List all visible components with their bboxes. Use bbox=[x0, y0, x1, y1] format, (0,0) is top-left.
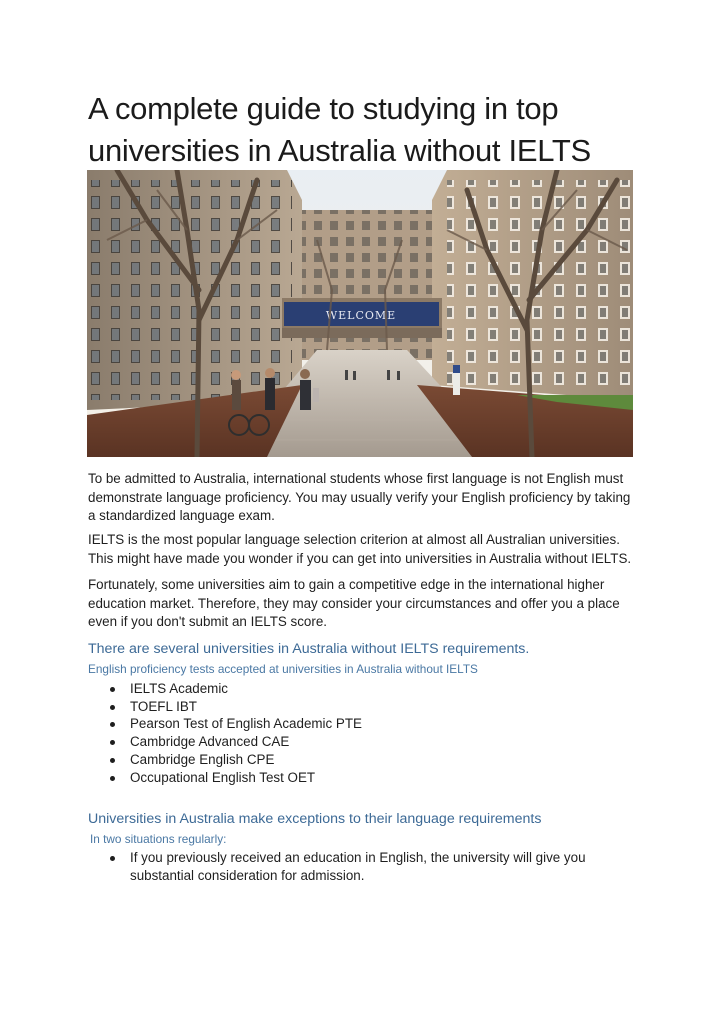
list-item bbox=[108, 698, 628, 716]
list-item bbox=[108, 733, 628, 751]
list-item-text: Cambridge Advanced CAE bbox=[130, 734, 290, 750]
welcome-banner-text: WELCOME bbox=[325, 309, 397, 322]
list-item-text: If you previously received an education in English, the university will give you substantial consideration for admission. bbox=[130, 850, 586, 883]
section-subheading-tests: English proficiency tests accepted at universities in Australia without IELTS bbox=[88, 662, 478, 676]
page-title: A complete guide to studying in top universities in Australia without IELTS bbox=[88, 91, 591, 168]
list-item-text: Occupational English Test OET bbox=[130, 769, 316, 785]
bullet-icon bbox=[110, 758, 115, 763]
list-item bbox=[108, 680, 628, 698]
list-item-text: Cambridge English CPE bbox=[130, 751, 275, 767]
list-item-text: IELTS Academic bbox=[130, 681, 228, 696]
section-heading-universities: There are several universities in Australia without IELTS requirements. bbox=[88, 641, 530, 657]
accepted-tests-list bbox=[108, 680, 628, 786]
campus-photo bbox=[87, 170, 633, 457]
list-item bbox=[108, 849, 628, 884]
bullet-icon bbox=[110, 722, 115, 727]
list-item-text: TOEFL IBT bbox=[130, 698, 197, 714]
list-item-text: Pearson Test of English Academic PTE bbox=[130, 716, 362, 732]
list-item bbox=[108, 715, 628, 733]
bullet-icon bbox=[110, 705, 115, 710]
bullet-icon bbox=[110, 856, 115, 861]
bullet-icon bbox=[110, 740, 115, 745]
list-item bbox=[108, 751, 628, 769]
fortunately-paragraph: Fortunately, some universities aim to gain a competitive edge in the international higher education market. Therefore, they may consider your circumstances and offer you a place even if you don't submit an IELTS score. bbox=[88, 577, 620, 630]
ielts-paragraph: IELTS is the most popular language selection criterion at almost all Australian universities. This might have made you wonder if you can get into universities in Australia without IELTS. bbox=[88, 532, 632, 566]
list-item bbox=[108, 769, 628, 787]
intro-paragraph: To be admitted to Australia, international students whose first language is not English must demonstrate language proficiency. You may usually verify your English proficiency by taking a standardized language exam. bbox=[88, 471, 631, 524]
situations-list bbox=[108, 849, 628, 884]
bullet-icon bbox=[110, 687, 115, 692]
section-subheading-situations: In two situations regularly: bbox=[90, 832, 227, 846]
section-heading-exceptions: Universities in Australia make exceptions to their language requirements bbox=[88, 811, 542, 827]
bullet-icon bbox=[110, 776, 115, 781]
